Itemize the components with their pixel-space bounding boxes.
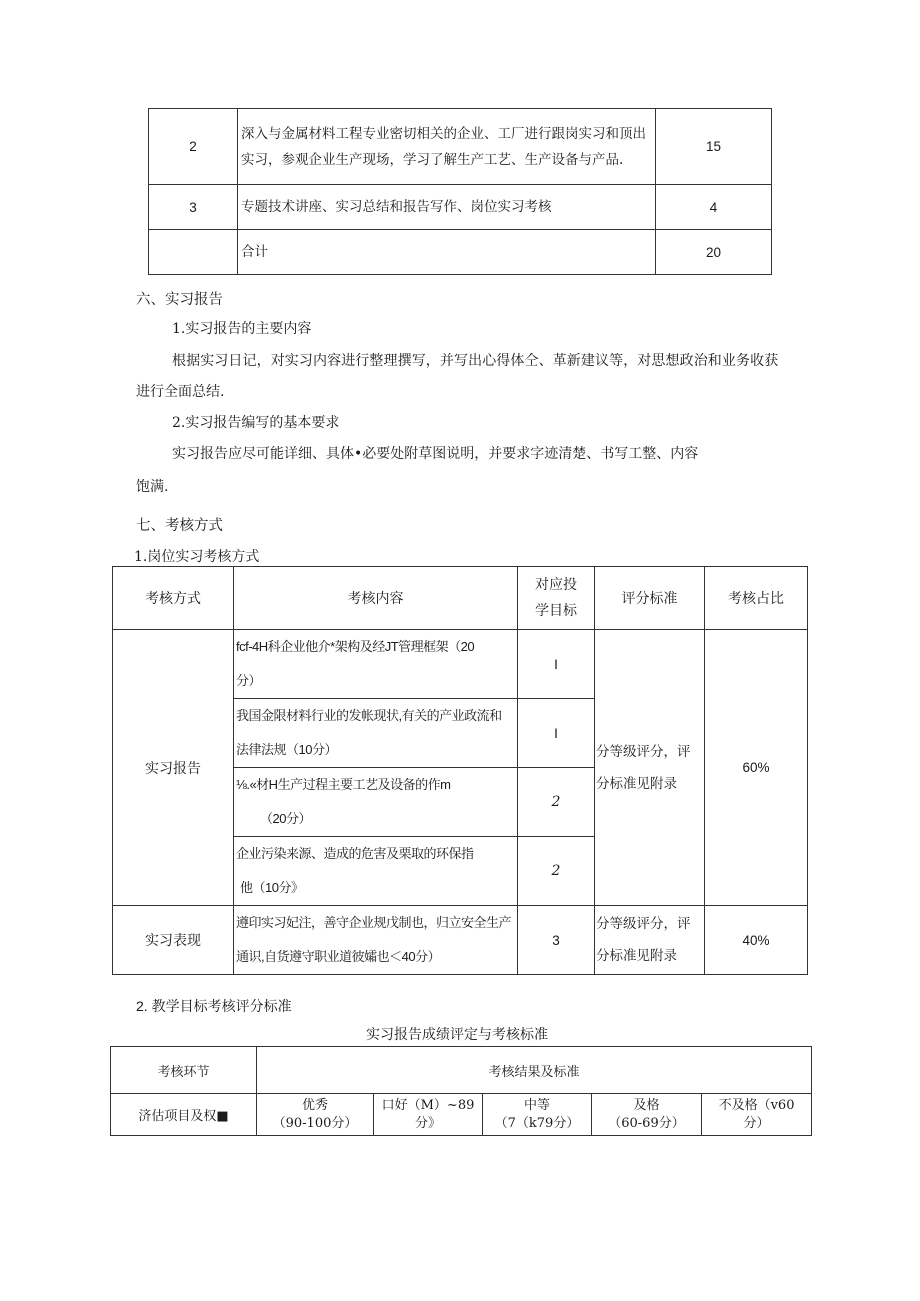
- row-number: 2: [149, 109, 238, 185]
- standard-line: 分等级评分，评: [596, 743, 691, 760]
- row-number: [149, 230, 238, 275]
- table-caption: 实习报告成绩评定与考核标准: [366, 1027, 548, 1043]
- row-weeks: 15: [656, 109, 772, 185]
- header-method: 考核方式: [113, 567, 234, 630]
- goal-value: I: [518, 630, 595, 699]
- paragraph-line: 进行全面总结.: [136, 384, 225, 400]
- row-content: 专题技术讲座、实习总结和报告写作、岗位实习考核: [238, 185, 656, 230]
- subheading-report-content: 1.实习报告的主要内容: [172, 321, 312, 337]
- content-line: 企业污染来源、造成的危害及栗取的环保指: [236, 846, 474, 861]
- row-content: 深入与金属材料工程专业密切相关的企业、工厂进行跟岗实习和顶出实习，参观企业生产现场，学习了解生产工艺、生产设备与产品.: [238, 109, 656, 185]
- level-fail: [702, 1094, 812, 1136]
- level-range: 分）: [743, 1115, 770, 1131]
- row-weeks: 20: [656, 230, 772, 275]
- table-row: [149, 185, 772, 230]
- standard-performance: [595, 906, 705, 975]
- content-line: 通识,自货遵守职业道彼孀也＜40分）: [236, 949, 441, 964]
- level-name: 优秀: [301, 1097, 328, 1113]
- table-row: [113, 906, 808, 975]
- content-line: 他（10分》: [240, 880, 304, 895]
- level-good: [374, 1094, 483, 1136]
- row-label-evaluation: 济估项目及权■: [111, 1094, 257, 1136]
- content-line: 我国金限材料行业的发帐现状,有关的产业政流和: [236, 708, 502, 723]
- content-line: （20分）: [260, 811, 311, 826]
- goal-value: 2: [518, 837, 595, 906]
- ratio-report: 60%: [705, 630, 808, 906]
- table-header-row: [113, 567, 808, 630]
- table-row: [113, 630, 808, 699]
- content-line: 遵印实习妃注，善守企业规戊制也，归立安全生产: [236, 915, 512, 930]
- content-item: [234, 699, 518, 768]
- content-line: fcf-4H科企业他介*架构及经JT管理框架（20: [236, 639, 475, 654]
- method-performance: 实习表现: [113, 906, 234, 975]
- content-item: [234, 906, 518, 975]
- standard-line: 分等级评分，评: [596, 916, 691, 932]
- goal-value: I: [518, 699, 595, 768]
- level-name: 口好（M）~89: [381, 1097, 475, 1113]
- paragraph-line: 根据实习日记，对实习内容进行整理撰写，并写出心得体仝、革新建议等，对思想政治和业务收获: [172, 353, 779, 369]
- subheading-goal-standard: 2. 教学目标考核评分标准: [136, 998, 292, 1014]
- standard-line: 分标准见附录: [596, 775, 677, 792]
- row-weeks: 4: [656, 185, 772, 230]
- header-assessment-stage: 考核环节: [111, 1047, 257, 1094]
- subheading-assessment-method: 1.岗位实习考核方式: [134, 549, 260, 565]
- subheading-report-requirements: 2.实习报告编写的基本要求: [172, 415, 340, 431]
- table-header-row: [111, 1047, 812, 1094]
- level-pass: [592, 1094, 702, 1136]
- content-line: 法律法规（10分）: [236, 742, 337, 757]
- level-range: （60-69分）: [608, 1115, 685, 1131]
- content-line: 分）: [236, 673, 262, 688]
- assessment-method-table: [112, 566, 808, 975]
- content-item: [234, 768, 518, 837]
- method-report: 实习报告: [113, 630, 234, 906]
- header-standard: 评分标准: [595, 567, 705, 630]
- header-result-standard: 考核结果及标准: [257, 1047, 812, 1094]
- internship-schedule-table: [148, 108, 772, 275]
- level-name: 及格: [633, 1097, 660, 1113]
- row-number: 3: [149, 185, 238, 230]
- header-goal: [518, 567, 595, 630]
- standard-report: [595, 630, 705, 906]
- level-range: （7（k79分）: [494, 1115, 580, 1131]
- level-range: 分》: [414, 1115, 441, 1131]
- level-medium: [483, 1094, 592, 1136]
- paragraph-line: 饱满.: [136, 479, 169, 495]
- section-heading-assessment: 七、考核方式: [136, 518, 223, 534]
- header-content: 考核内容: [234, 567, 518, 630]
- table-row: [149, 230, 772, 275]
- header-goal-line1: 对应投: [535, 577, 577, 593]
- level-excellent: [257, 1094, 374, 1136]
- header-ratio: 考核占比: [705, 567, 808, 630]
- content-line: ⅛.«材H生产过程主要工艺及设备的作m: [236, 777, 451, 792]
- level-range: （90-100分）: [272, 1115, 358, 1131]
- goal-value: 2: [518, 768, 595, 837]
- content-item: [234, 630, 518, 699]
- level-name: 中等: [523, 1097, 550, 1113]
- section-heading-report: 六、实习报告: [136, 292, 223, 308]
- ratio-performance: 40%: [705, 906, 808, 975]
- goal-value: 3: [518, 906, 595, 975]
- table-row: [111, 1094, 812, 1136]
- paragraph-line: 实习报告应尽可能详细、具体•必要处附草图说明，并要求字迹清楚、书写工整、内容: [172, 446, 699, 462]
- header-goal-line2: 学目标: [535, 603, 577, 619]
- level-name: 不及格（v60: [718, 1097, 795, 1113]
- grading-standard-table: [110, 1046, 812, 1136]
- standard-line: 分标准见附录: [596, 948, 677, 964]
- content-item: [234, 837, 518, 906]
- table-row: [149, 109, 772, 185]
- row-content: 合计: [238, 230, 656, 275]
